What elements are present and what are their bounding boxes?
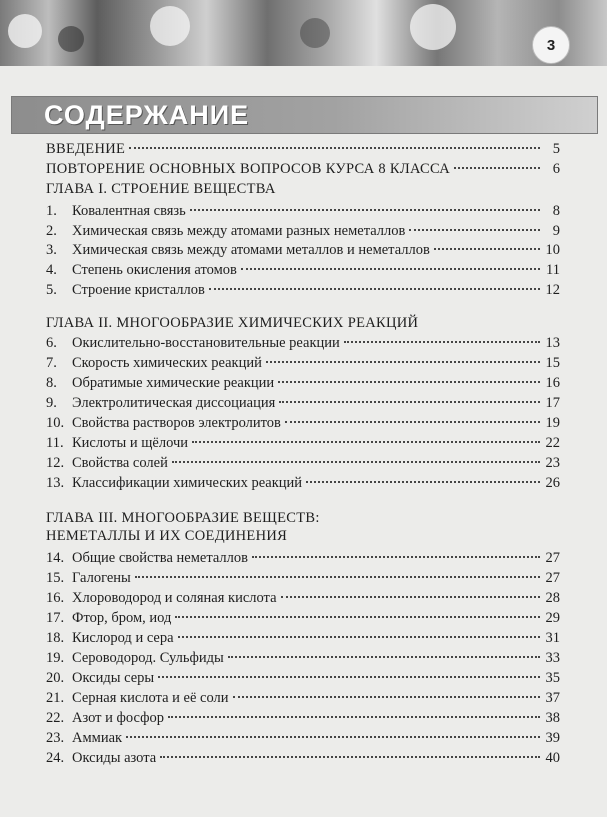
toc-entry[interactable] xyxy=(46,395,560,415)
dot-leader xyxy=(252,556,540,558)
toc-entry-number: 12. xyxy=(46,455,65,471)
toc-entry-page: 33 xyxy=(545,650,560,666)
toc-entry-page: 10 xyxy=(545,242,560,258)
toc-entry-label: Окислительно-восстановительные реакции xyxy=(72,335,340,351)
dot-leader xyxy=(228,656,540,658)
chapter-heading: ГЛАВА I. СТРОЕНИЕ ВЕЩЕСТВА xyxy=(46,181,276,197)
dot-leader xyxy=(279,401,540,403)
toc-entry-page: 8 xyxy=(552,203,560,219)
dot-leader xyxy=(129,147,540,149)
toc-entry-page: 35 xyxy=(545,670,560,686)
toc-entry[interactable] xyxy=(46,750,560,770)
dot-leader xyxy=(241,268,540,270)
toc-entry-page: 40 xyxy=(545,750,560,766)
toc-entry-page: 37 xyxy=(545,690,560,706)
toc-entry-number: 9. xyxy=(46,395,57,411)
toc-entry-review[interactable] xyxy=(46,161,560,181)
toc-entry-label: Степень окисления атомов xyxy=(72,262,237,278)
toc-entry-label: Ковалентная связь xyxy=(72,203,186,219)
toc-entry-label: ВВЕДЕНИЕ xyxy=(46,141,126,157)
toc-entry-label: Скорость химических реакций xyxy=(72,355,262,371)
toc-entry-page: 13 xyxy=(545,335,560,351)
page-number: 3 xyxy=(546,36,556,54)
chapter-heading-line-2: НЕМЕТАЛЛЫ И ИХ СОЕДИНЕНИЯ xyxy=(46,528,288,544)
chapter-heading: ГЛАВА II. МНОГООБРАЗИЕ ХИМИЧЕСКИХ РЕАКЦИЙ xyxy=(46,315,419,331)
toc-entry-number: 2. xyxy=(46,223,57,239)
toc-entry-number: 4. xyxy=(46,262,57,278)
toc-entry-number: 23. xyxy=(46,730,65,746)
toc-entry-number: 6. xyxy=(46,335,57,351)
toc-entry-number: 16. xyxy=(46,590,65,606)
toc-entry-number: 14. xyxy=(46,550,65,566)
toc-entry-page: 27 xyxy=(545,570,560,586)
toc-entry-page: 28 xyxy=(545,590,560,606)
toc-entry-label: Свойства растворов электролитов xyxy=(72,415,281,431)
dot-leader xyxy=(278,381,540,383)
toc-entry[interactable] xyxy=(46,475,560,495)
toc-entry-label: Общие свойства неметаллов xyxy=(72,550,248,566)
dot-leader xyxy=(160,756,540,758)
toc-entry[interactable] xyxy=(46,223,560,243)
toc-entry[interactable] xyxy=(46,630,560,650)
toc-entry-label: Электролитическая диссоциация xyxy=(72,395,276,411)
toc-entry[interactable] xyxy=(46,570,560,590)
toc-entry[interactable] xyxy=(46,455,560,475)
dot-leader xyxy=(209,288,540,290)
toc-entry-label: Кислород и сера xyxy=(72,630,174,646)
toc-entry-page: 9 xyxy=(552,223,560,239)
toc-entry-number: 3. xyxy=(46,242,57,258)
dot-leader xyxy=(434,248,540,250)
dot-leader xyxy=(135,576,540,578)
dot-leader xyxy=(158,676,540,678)
toc-entry-introduction[interactable] xyxy=(46,141,560,161)
dot-leader xyxy=(409,229,540,231)
toc-entry-label: Классификации химических реакций xyxy=(72,475,303,491)
toc-entry[interactable] xyxy=(46,670,560,690)
toc-entry[interactable] xyxy=(46,710,560,730)
toc-entry-number: 21. xyxy=(46,690,65,706)
toc-entry-number: 22. xyxy=(46,710,65,726)
chapter-heading: ГЛАВА III. МНОГООБРАЗИЕ ВЕЩЕСТВ: xyxy=(46,510,320,526)
toc-entry[interactable] xyxy=(46,610,560,630)
toc-entry-number: 8. xyxy=(46,375,57,391)
toc-entry-label: Свойства солей xyxy=(72,455,168,471)
dot-leader xyxy=(172,461,540,463)
toc-entry-number: 5. xyxy=(46,282,57,298)
toc-entry-page: 17 xyxy=(545,395,560,411)
toc-entry-number: 19. xyxy=(46,650,65,666)
toc-entry[interactable] xyxy=(46,203,560,223)
dot-leader xyxy=(190,209,540,211)
toc-entry-page: 29 xyxy=(545,610,560,626)
toc-entry-page: 16 xyxy=(545,375,560,391)
toc-entry-number: 15. xyxy=(46,570,65,586)
toc-entry-label: ПОВТОРЕНИЕ ОСНОВНЫХ ВОПРОСОВ КУРСА 8 КЛАССА xyxy=(46,161,451,177)
toc-entry-page: 5 xyxy=(552,141,560,157)
toc-entry-label: Строение кристаллов xyxy=(72,282,205,298)
dot-leader xyxy=(233,696,540,698)
toc-entry[interactable] xyxy=(46,242,560,262)
toc-entry-label: Азот и фосфор xyxy=(72,710,165,726)
toc-entry[interactable] xyxy=(46,355,560,375)
toc-entry[interactable] xyxy=(46,730,560,750)
toc-entry-label: Серная кислота и её соли xyxy=(72,690,229,706)
toc-entry[interactable] xyxy=(46,375,560,395)
toc-entry-number: 13. xyxy=(46,475,65,491)
toc-entry-label: Химическая связь между атомами разных неметаллов xyxy=(72,223,406,239)
dot-leader xyxy=(306,481,540,483)
toc-entry-page: 11 xyxy=(546,262,560,278)
toc-entry-label: Кислоты и щёлочи xyxy=(72,435,189,451)
toc-entry-label: Хлороводород и соляная кислота xyxy=(72,590,277,606)
toc-entry-page: 26 xyxy=(545,475,560,491)
toc-entry-label: Галогены xyxy=(72,570,131,586)
toc-entry-page: 22 xyxy=(545,435,560,451)
dot-leader xyxy=(281,596,540,598)
toc-entry-label: Оксиды азота xyxy=(72,750,157,766)
toc-entry[interactable] xyxy=(46,262,560,282)
dot-leader xyxy=(192,441,540,443)
toc-entry-page: 15 xyxy=(545,355,560,371)
toc-entry-number: 18. xyxy=(46,630,65,646)
toc-entry[interactable] xyxy=(46,282,560,302)
toc-entry[interactable] xyxy=(46,435,560,455)
toc-entry[interactable] xyxy=(46,550,560,570)
dot-leader xyxy=(266,361,540,363)
dot-leader xyxy=(454,167,540,169)
toc-entry-page: 6 xyxy=(552,161,560,177)
toc-entry-page: 38 xyxy=(545,710,560,726)
dot-leader xyxy=(168,716,540,718)
dot-leader xyxy=(344,341,540,343)
toc-entry-number: 24. xyxy=(46,750,65,766)
toc-entry-page: 19 xyxy=(545,415,560,431)
toc-entry[interactable] xyxy=(46,335,560,355)
toc-entry-label: Аммиак xyxy=(72,730,123,746)
toc-entry-page: 39 xyxy=(545,730,560,746)
toc-entry-page: 31 xyxy=(545,630,560,646)
toc-entry-page: 27 xyxy=(545,550,560,566)
toc-entry-label: Обратимые химические реакции xyxy=(72,375,275,391)
toc-entry-number: 7. xyxy=(46,355,57,371)
dot-leader xyxy=(126,736,540,738)
toc-entry-page: 12 xyxy=(545,282,560,298)
toc-entry[interactable] xyxy=(46,650,560,670)
toc-entry-label: Фтор, бром, иод xyxy=(72,610,172,626)
toc-entry-number: 17. xyxy=(46,610,65,626)
toc-entry[interactable] xyxy=(46,590,560,610)
toc-entry-number: 10. xyxy=(46,415,65,431)
dot-leader xyxy=(285,421,540,423)
dot-leader xyxy=(175,616,540,618)
toc-entry[interactable] xyxy=(46,415,560,435)
toc-entry[interactable] xyxy=(46,690,560,710)
dot-leader xyxy=(178,636,540,638)
page-title: СОДЕРЖАНИЕ xyxy=(44,100,250,130)
toc-entry-number: 1. xyxy=(46,203,57,219)
toc-entry-page: 23 xyxy=(545,455,560,471)
toc-entry-number: 11. xyxy=(46,435,64,451)
toc-entry-label: Оксиды серы xyxy=(72,670,155,686)
toc-entry-number: 20. xyxy=(46,670,65,686)
toc-entry-label: Химическая связь между атомами металлов и неметаллов xyxy=(72,242,430,258)
toc-entry-label: Сероводород. Сульфиды xyxy=(72,650,224,666)
